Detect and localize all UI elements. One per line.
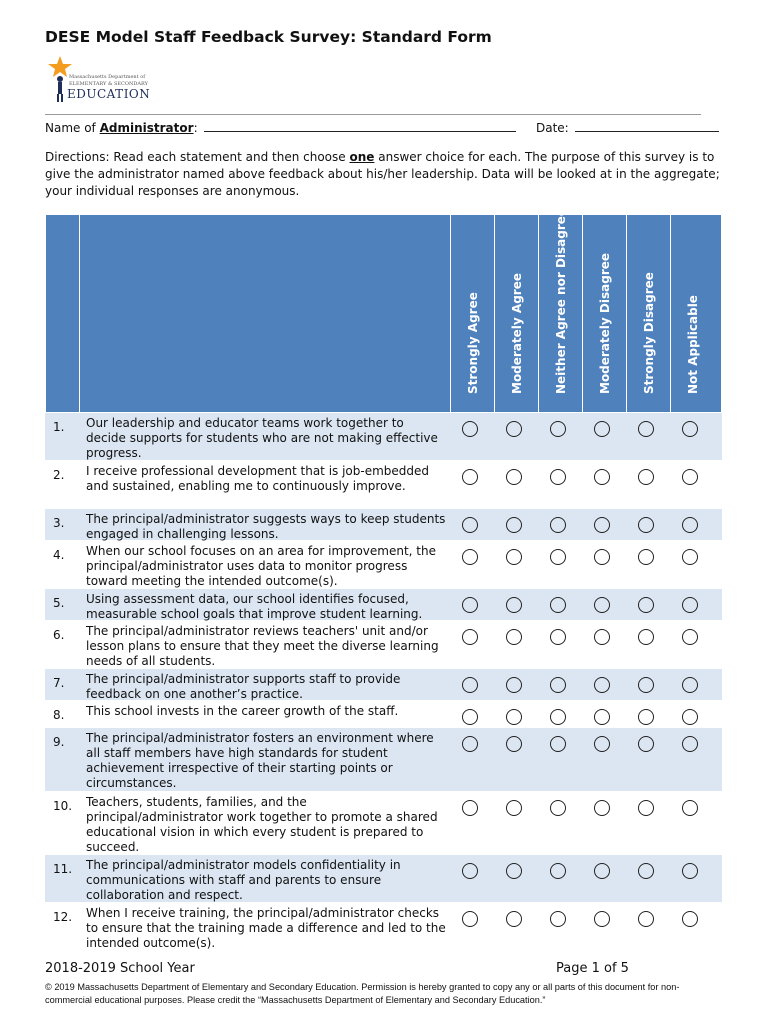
directions: [45, 149, 725, 200]
answer-radio-4[interactable]: [638, 597, 654, 613]
column-header-label: Neither Agree nor Disagree: [553, 207, 568, 394]
answer-radio-3[interactable]: [594, 549, 610, 565]
table-row: [45, 701, 722, 728]
answer-radio-1[interactable]: [506, 629, 522, 645]
page-title: DESE Model Staff Feedback Survey: Standard Form: [45, 28, 492, 46]
item-number: 2.: [53, 468, 65, 482]
directions-emphasis: one: [349, 150, 375, 164]
answer-radio-2[interactable]: [550, 863, 566, 879]
answer-radio-2[interactable]: [550, 469, 566, 485]
answer-radio-5[interactable]: [682, 421, 698, 437]
table-row: [45, 621, 722, 669]
column-header-label: Strongly Agree: [465, 292, 480, 394]
answer-radio-0[interactable]: [462, 709, 478, 725]
answer-radio-5[interactable]: [682, 629, 698, 645]
item-number: 4.: [53, 548, 65, 562]
logo-line-3: EDUCATION: [67, 87, 151, 101]
answer-radio-2[interactable]: [550, 421, 566, 437]
answer-radio-0[interactable]: [462, 800, 478, 816]
answer-radio-3[interactable]: [594, 421, 610, 437]
logo-line-2: ELEMENTARY & SECONDARY: [69, 81, 148, 87]
column-header-1: [494, 215, 538, 414]
item-statement: Teachers, students, families, and the principal/administrator work together to promote a shared educational vision in which every student is prepared to succeed.: [86, 795, 438, 854]
date-field[interactable]: [536, 120, 719, 135]
answer-radio-2[interactable]: [550, 800, 566, 816]
answer-radio-0[interactable]: [462, 911, 478, 927]
column-header-label: Moderately Disagree: [597, 252, 612, 394]
answer-radio-3[interactable]: [594, 517, 610, 533]
item-statement: The principal/administrator fosters an environment where all staff members have high standards for student achievement irrespective of their starting points or circumstances.: [86, 731, 434, 790]
name-label-prefix: Name of: [45, 121, 100, 135]
item-number: 12.: [53, 910, 73, 924]
directions-text-1: Directions: Read each statement and then choose: [45, 150, 350, 164]
item-number: 3.: [53, 516, 65, 530]
item-number: 5.: [53, 596, 65, 610]
answer-radio-1[interactable]: [506, 863, 522, 879]
answer-radio-1[interactable]: [506, 677, 522, 693]
answer-radio-1[interactable]: [506, 911, 522, 927]
answer-radio-3[interactable]: [594, 677, 610, 693]
column-header-5: [670, 215, 714, 414]
answer-radio-4[interactable]: [638, 629, 654, 645]
item-number: 6.: [53, 628, 65, 642]
answer-radio-2[interactable]: [550, 911, 566, 927]
item-statement: When our school focuses on an area for improvement, the principal/administrator uses data to monitor progress toward meeting the intended outcome(s).: [86, 544, 436, 588]
answer-radio-1[interactable]: [506, 421, 522, 437]
answer-radio-4[interactable]: [638, 736, 654, 752]
answer-radio-0[interactable]: [462, 597, 478, 613]
column-header-label: Strongly Disagree: [641, 272, 656, 394]
item-number: 8.: [53, 708, 65, 722]
item-number: 11.: [53, 862, 73, 876]
column-header-2: [538, 207, 582, 414]
answer-radio-2[interactable]: [550, 736, 566, 752]
answer-radio-4[interactable]: [638, 421, 654, 437]
table-row: [45, 461, 722, 509]
column-header-3: [582, 215, 626, 414]
answer-radio-1[interactable]: [506, 800, 522, 816]
item-statement: This school invests in the career growth of the staff.: [86, 704, 399, 718]
answer-radio-3[interactable]: [594, 629, 610, 645]
answer-radio-0[interactable]: [462, 469, 478, 485]
administrator-name-blank[interactable]: [204, 120, 516, 132]
answer-radio-2[interactable]: [550, 629, 566, 645]
directions-text-2: answer choice for each. The purpose of this survey is to give the administrator named above feedback about his/her leadership. Data will be looked at in the aggregate; your individual responses are anonymous.: [45, 150, 720, 198]
column-header-0: [450, 215, 494, 414]
answer-radio-3[interactable]: [594, 469, 610, 485]
table-row: [45, 903, 722, 951]
answer-radio-5[interactable]: [682, 911, 698, 927]
column-header-4: [626, 215, 670, 414]
answer-radio-1[interactable]: [506, 517, 522, 533]
table-row: [45, 792, 722, 855]
item-statement: The principal/administrator models confidentiality in communications with staff and parents to ensure collaboration and respect.: [86, 858, 401, 902]
answer-radio-5[interactable]: [682, 677, 698, 693]
answer-radio-3[interactable]: [594, 736, 610, 752]
column-header-label: Not Applicable: [685, 295, 700, 394]
table-row: [45, 855, 722, 903]
column-header-label: Moderately Agree: [509, 273, 524, 394]
answer-radio-4[interactable]: [638, 517, 654, 533]
answer-radio-0[interactable]: [462, 517, 478, 533]
table-header: [45, 207, 722, 413]
answer-radio-4[interactable]: [638, 911, 654, 927]
item-number: 7.: [53, 676, 65, 690]
answer-radio-1[interactable]: [506, 709, 522, 725]
answer-radio-4[interactable]: [638, 469, 654, 485]
answer-radio-1[interactable]: [506, 597, 522, 613]
answer-radio-2[interactable]: [550, 517, 566, 533]
page-number: Page 1 of 5: [556, 961, 629, 976]
answer-radio-2[interactable]: [550, 549, 566, 565]
answer-radio-2[interactable]: [550, 709, 566, 725]
answer-radio-5[interactable]: [682, 469, 698, 485]
name-label-bold: Administrator: [99, 121, 194, 135]
administrator-name-field[interactable]: [45, 120, 516, 135]
survey-table: [45, 207, 722, 951]
answer-radio-1[interactable]: [506, 469, 522, 485]
answer-radio-4[interactable]: [638, 677, 654, 693]
answer-radio-5[interactable]: [682, 597, 698, 613]
answer-radio-0[interactable]: [462, 421, 478, 437]
answer-radio-0[interactable]: [462, 549, 478, 565]
table-body: [45, 413, 722, 951]
answer-radio-5[interactable]: [682, 517, 698, 533]
answer-radio-5[interactable]: [682, 736, 698, 752]
answer-radio-5[interactable]: [682, 709, 698, 725]
answer-radio-3[interactable]: [594, 800, 610, 816]
item-statement: Using assessment data, our school identifies focused, measurable school goals that improve student learning.: [86, 592, 423, 621]
answer-radio-0[interactable]: [462, 629, 478, 645]
divider: [45, 114, 701, 115]
answer-radio-4[interactable]: [638, 709, 654, 725]
item-statement: I receive professional development that is job-embedded and sustained, enabling me to continuously improve.: [86, 464, 430, 493]
answer-radio-3[interactable]: [594, 911, 610, 927]
school-year: 2018-2019 School Year: [45, 961, 195, 976]
answer-radio-3[interactable]: [594, 863, 610, 879]
answer-radio-0[interactable]: [462, 736, 478, 752]
item-statement: The principal/administrator supports staff to provide feedback on one another’s practice.: [86, 672, 401, 701]
date-blank[interactable]: [575, 120, 719, 132]
copyright-notice: © 2019 Massachusetts Department of Elementary and Secondary Education. Permission is hereby granted to copy any or all parts of this document for non-commercial educational purposes. Please credit the “Massachusetts Department of Elementary and Secondary Education.”: [45, 982, 680, 1005]
name-label-suffix: :: [193, 121, 198, 135]
answer-radio-5[interactable]: [682, 800, 698, 816]
answer-radio-4[interactable]: [638, 863, 654, 879]
answer-radio-4[interactable]: [638, 549, 654, 565]
table-row: [45, 589, 722, 621]
item-number: 10.: [53, 799, 73, 813]
table-row: [45, 728, 722, 792]
date-label: Date:: [536, 121, 569, 135]
question-column-divider: [79, 215, 80, 412]
logo-line-1: Massachusetts Department of: [69, 74, 146, 80]
table-row: [45, 413, 722, 461]
answer-radio-2[interactable]: [550, 677, 566, 693]
answer-radio-5[interactable]: [682, 863, 698, 879]
table-row: [45, 509, 722, 541]
answer-radio-3[interactable]: [594, 597, 610, 613]
answer-radio-1[interactable]: [506, 549, 522, 565]
answer-radio-4[interactable]: [638, 800, 654, 816]
answer-radio-1[interactable]: [506, 736, 522, 752]
answer-radio-5[interactable]: [682, 549, 698, 565]
dese-logo: [45, 54, 155, 104]
item-statement: When I receive training, the principal/administrator checks to ensure that the training made a difference and led to the intended outcome(s).: [86, 906, 446, 950]
item-number: 9.: [53, 735, 65, 749]
item-number: 1.: [53, 420, 65, 434]
table-row: [45, 669, 722, 701]
answer-radio-0[interactable]: [462, 863, 478, 879]
table-row: [45, 541, 722, 589]
answer-radio-3[interactable]: [594, 709, 610, 725]
answer-radio-2[interactable]: [550, 597, 566, 613]
item-statement: Our leadership and educator teams work together to decide supports for students who are not making effective progress.: [86, 416, 438, 460]
item-statement: The principal/administrator suggests ways to keep students engaged in challenging lessons.: [86, 512, 446, 541]
answer-radio-0[interactable]: [462, 677, 478, 693]
item-statement: The principal/administrator reviews teachers' unit and/or lesson plans to ensure that they meet the diverse learning needs of all students.: [86, 624, 439, 668]
